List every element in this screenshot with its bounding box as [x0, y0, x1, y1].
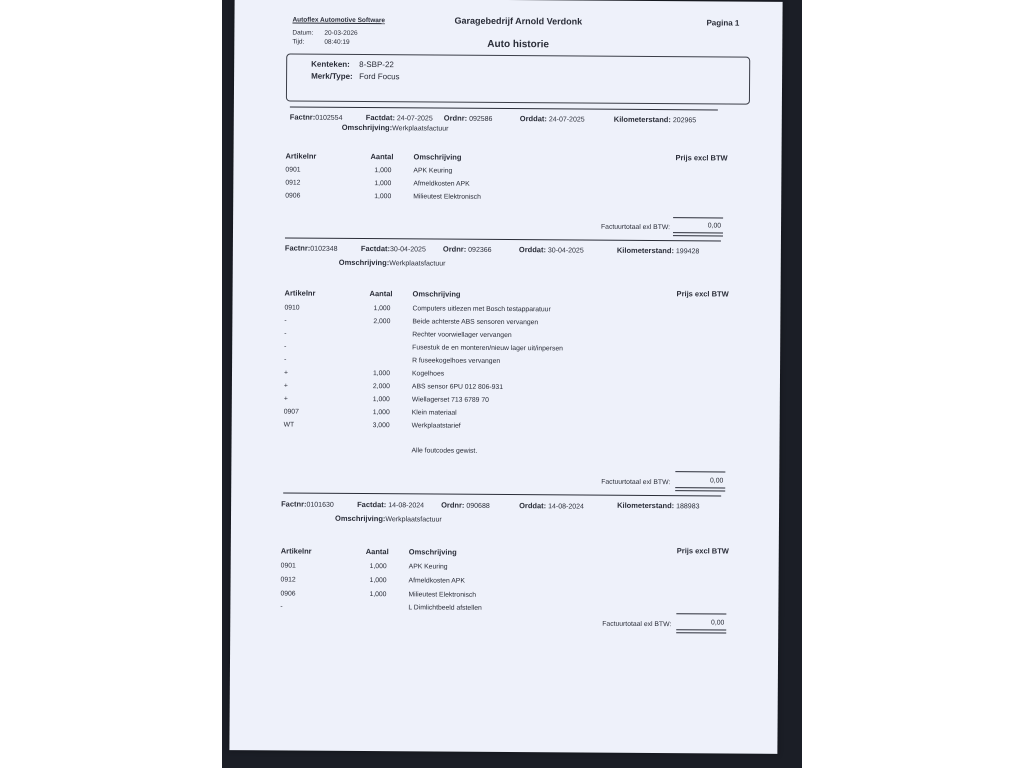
invoice-3-col-omschrijving: Omschrijving — [408, 547, 457, 557]
software-name: Autoflex Automotive Software — [292, 16, 386, 25]
invoice-2-km: Kilometerstand: 199428 — [616, 245, 700, 256]
invoice-2-total-double-rule — [675, 487, 725, 491]
invoice-2-factdat: Factdat:30-04-2025 — [360, 243, 426, 254]
invoice-3-top-rule — [283, 492, 721, 496]
invoice-1-col-artikelnr: Artikelnr — [285, 151, 317, 161]
invoice-3-factdat: Factdat: 14-08-2024 — [357, 499, 425, 510]
invoice-2-ordnr: Ordnr: 092366 — [442, 244, 492, 254]
invoice-1-total-rule — [673, 217, 723, 218]
date-label: Datum: — [292, 29, 314, 37]
invoice-1-total-value: 0,00 — [707, 222, 722, 230]
invoice-3-omschrijving: Omschrijving:Werkplaatsfactuur — [334, 513, 442, 524]
invoice-3-ordnr: Ordnr: 090688 — [441, 500, 490, 510]
type-label: Merk/Type: — [311, 71, 353, 81]
invoice-1-col-prijs: Prijs excl BTW — [675, 153, 728, 163]
invoice-2-col-prijs: Prijs excl BTW — [676, 289, 729, 299]
invoice-1-col-aantal: Aantal — [370, 152, 394, 162]
date-value: 20-03-2026 — [324, 29, 358, 37]
invoice-2-top-rule — [285, 237, 721, 241]
invoice-1-factdat: Factdat: 24-07-2025 — [365, 113, 433, 123]
invoice-1-factnr: Factnr:0102554 — [289, 112, 343, 122]
invoice-2-col-artikelnr: Artikelnr — [284, 288, 316, 298]
invoice-3-km: Kilometerstand: 188983 — [617, 500, 700, 511]
invoice-1-total-double-rule — [673, 232, 723, 236]
invoice-1-total-label: Factuurtotaal exl BTW: — [601, 223, 671, 232]
invoice-2-total-label: Factuurtotaal exl BTW: — [601, 478, 671, 487]
plate-value: 8-SBP-22 — [359, 59, 394, 70]
time-label: Tijd: — [292, 38, 305, 46]
type-value: Ford Focus — [359, 71, 400, 82]
plate-label: Kenteken: — [311, 59, 350, 69]
invoice-1-orddat: Orddat: 24-07-2025 — [519, 114, 585, 124]
invoice-3-col-aantal: Aantal — [365, 547, 389, 557]
document-title: Auto historie — [487, 38, 550, 51]
invoice-3-total-value: 0,00 — [711, 619, 725, 627]
printed-document: Autoflex Automotive Software Garagebedrijf Arnold Verdonk Pagina 1 Datum: 20-03-2026 Tijd: 08:40:19 Auto historie Kenteken: 8-SBP-22 Merk/Type: Ford Focus Factnr:0102554 Factdat: 24-07-2025 Ordnr: 092586 Orddat: 24-07-2025 Kilometerstand: 202965 Omschrijving:Werkplaatsfactuur Artikelnr Aantal Omschrijving Prijs excl BTW 0901 1,000 APK Keuring 0912 1,000 Afmeldkosten APK 0906 1,000 Milieutest Elektronisch Factuurtotaal exl BTW: 0,00 Factnr:0102348 Factdat:30-04-2025 Ordnr: 092366 Orddat: 30-04-2025 Kilometerstand: 199428 Omschrijving:Werkplaatsfactuur Artikelnr Aantal Omschrijving Prijs excl BTW 0910 1,000 Computers uitlezen met Bosch testapparatuur - 2,000 Beide achterste ABS sensoren vervangen - Rechter voorwiellager vervangen - Fusestuk de en monteren/nieuw lager uit/inpersen - R fuseekogelhoes vervangen + 1,000 Kogelhoes + 2,000 ABS sensor 6PU 012 806-931 + 1,000 Wiellagerset 713 6789 70 0907 1,000 Klein materiaal WT 3,000 Werkplaatstarief Alle foutcodes gewist. Factuurtotaal exl BTW: 0,00 Factnr:0101630 Factdat: 14-08-2024 Ordnr: 090688 Orddat: 14-08-2024 Kilometerstand: 188983 Omschrijving:Werkplaatsfactuur Artikelnr Aantal Omschrijving Prijs excl BTW 0901 1,000 APK Keuring 0912 1,000 Afmeldkosten APK 0906 1,000 Milieutest Elektronisch - L Dimlichtbeeld afstellen Factuurtotaal exl BTW: 0,00 — [229, 0, 782, 754]
invoice-2-note: Alle foutcodes gewist. — [411, 447, 478, 455]
invoice-1-omschrijving: Omschrijving:Werkplaatsfactuur — [341, 122, 449, 133]
invoice-3-col-prijs: Prijs excl BTW — [676, 546, 729, 556]
plate-row — [311, 60, 394, 70]
invoice-1-km: Kilometerstand: 202965 — [613, 114, 697, 125]
invoice-2-factnr: Factnr:0102348 — [284, 243, 338, 253]
invoice-2-col-omschrijving: Omschrijving — [412, 289, 461, 299]
vehicle-info-box — [286, 53, 750, 104]
invoice-1-ordnr: Ordnr: 092586 — [443, 113, 493, 123]
invoice-3-factnr: Factnr:0101630 — [281, 499, 334, 509]
invoice-1-col-omschrijving: Omschrijving — [413, 152, 462, 162]
invoice-2-col-aantal: Aantal — [369, 289, 393, 299]
invoice-3-orddat: Orddat: 14-08-2024 — [519, 501, 584, 511]
type-row — [311, 72, 400, 82]
invoice-3-total-label: Factuurtotaal exl BTW: — [602, 620, 672, 629]
invoice-2-omschrijving: Omschrijving:Werkplaatsfactuur — [338, 257, 446, 268]
company-name: Garagebedrijf Arnold Verdonk — [454, 15, 583, 27]
invoice-3-col-artikelnr: Artikelnr — [280, 546, 312, 556]
invoice-3-total-rule — [676, 613, 726, 614]
invoice-1-top-rule — [290, 106, 718, 110]
invoice-2-total-rule — [675, 471, 725, 472]
invoice-2-total-value: 0,00 — [710, 477, 724, 485]
invoice-2-orddat: Orddat: 30-04-2025 — [518, 245, 584, 255]
time-value: 08:40:19 — [324, 38, 350, 46]
invoice-3-total-double-rule — [676, 629, 726, 633]
page-number: Pagina 1 — [706, 18, 740, 28]
